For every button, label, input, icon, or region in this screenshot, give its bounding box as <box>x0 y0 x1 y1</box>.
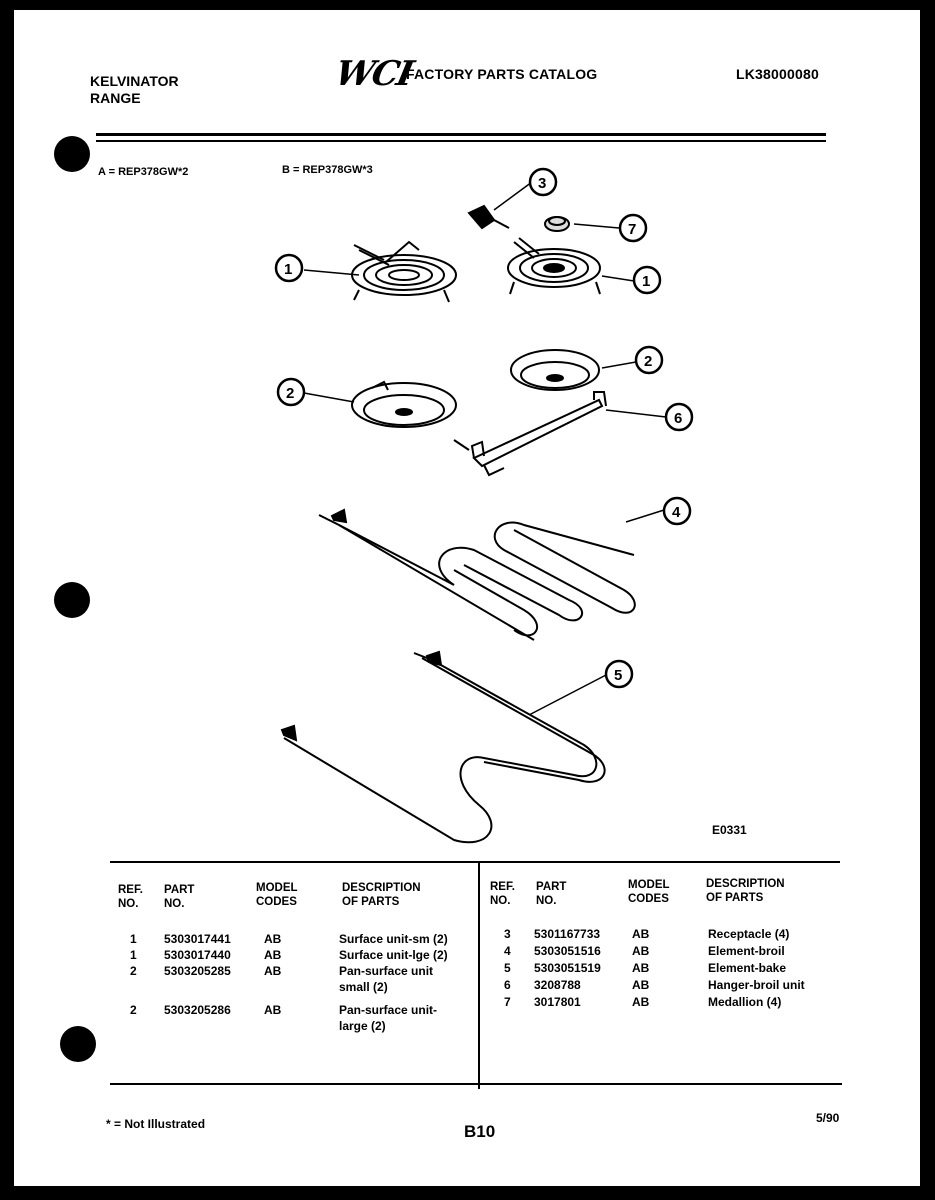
svg-text:4: 4 <box>672 504 681 521</box>
brand-line-1: KELVINATOR <box>90 73 179 89</box>
svg-text:6: 6 <box>674 410 683 427</box>
diagram-code: E0331 <box>712 823 747 837</box>
svg-text:1: 1 <box>642 273 651 290</box>
model-b: B = REP378GW*3 <box>282 164 373 176</box>
wci-logo: WCI <box>331 54 416 94</box>
header-model-left: MODEL CODES <box>256 882 298 908</box>
not-illustrated-note: * = Not Illustrated <box>106 1117 206 1131</box>
callout-2-left <box>278 379 304 405</box>
bake-element <box>282 652 605 842</box>
brand-line-2: RANGE <box>90 90 141 106</box>
header-part-left: PART NO. <box>164 884 195 910</box>
callout-1-left <box>276 255 302 281</box>
callout-6 <box>666 404 692 430</box>
hanger-broil-unit <box>454 392 606 475</box>
callout-4 <box>664 498 690 524</box>
callout-1-right <box>634 267 660 293</box>
table-rule-bottom <box>110 1083 842 1085</box>
receptacle <box>469 206 509 228</box>
revision-date: 5/90 <box>816 1111 840 1125</box>
callout-7 <box>620 215 646 241</box>
catalog-page: KELVINATOR RANGE WCI FACTORY PARTS CATALOG LK38000080 A = REP378GW*2 B = REP378GW*3 1 1 2 2 3 4 5 6 7 E0331 REF. NO. PART NO. MODEL CODES DESCRIPTION OF PARTS REF. NO. PART NO. MODEL CODES DESCRIPTION OF PARTS 1 5303017441 AB Surface unit-sm (2) 1 5303017440 AB Surface unit-lge (2) 2 5303205285 AB Pan-surface unit small (2) 2 5303205286 AB Pan-surface unit- large (2) 3 5301167733 AB Receptacle (4) 4 5303051516 AB Element-broil 5 5303051519 AB Element-bake 6 3208788 AB Hanger-broil unit 7 3017801 AB Medallion (4) * = Not Illustrated B10 5/90 <box>14 10 920 1186</box>
surface-unit-right <box>508 238 600 294</box>
pan-right <box>511 350 599 390</box>
table-rule-top <box>110 861 840 863</box>
header-model-right: MODEL CODES <box>628 879 670 905</box>
svg-text:3: 3 <box>538 175 547 192</box>
callout-2-right <box>636 347 662 373</box>
header-ref-left: REF. NO. <box>118 884 143 910</box>
surface-unit-left <box>352 242 456 302</box>
page-number: B10 <box>464 1122 496 1141</box>
header-desc-right: DESCRIPTION OF PARTS <box>706 878 785 904</box>
svg-text:2: 2 <box>286 385 295 402</box>
catalog-title: FACTORY PARTS CATALOG <box>406 66 598 82</box>
header-part-right: PART NO. <box>536 881 567 907</box>
table-divider <box>478 861 480 1089</box>
broil-element <box>319 510 635 640</box>
callout-5 <box>606 661 632 687</box>
leader-lines <box>304 182 666 715</box>
header-ref-right: REF. NO. <box>490 881 515 907</box>
svg-text:7: 7 <box>628 221 637 238</box>
binder-hole-bottom <box>60 1026 96 1062</box>
medallion <box>545 217 569 231</box>
svg-text:5: 5 <box>614 667 623 684</box>
svg-text:1: 1 <box>284 261 293 278</box>
svg-text:2: 2 <box>644 353 653 370</box>
catalog-number: LK38000080 <box>736 66 819 82</box>
callout-3 <box>530 169 556 195</box>
pan-left <box>352 382 456 427</box>
header-desc-left: DESCRIPTION OF PARTS <box>342 882 421 908</box>
exploded-parts-diagram <box>14 10 920 870</box>
model-a: A = REP378GW*2 <box>98 166 189 178</box>
